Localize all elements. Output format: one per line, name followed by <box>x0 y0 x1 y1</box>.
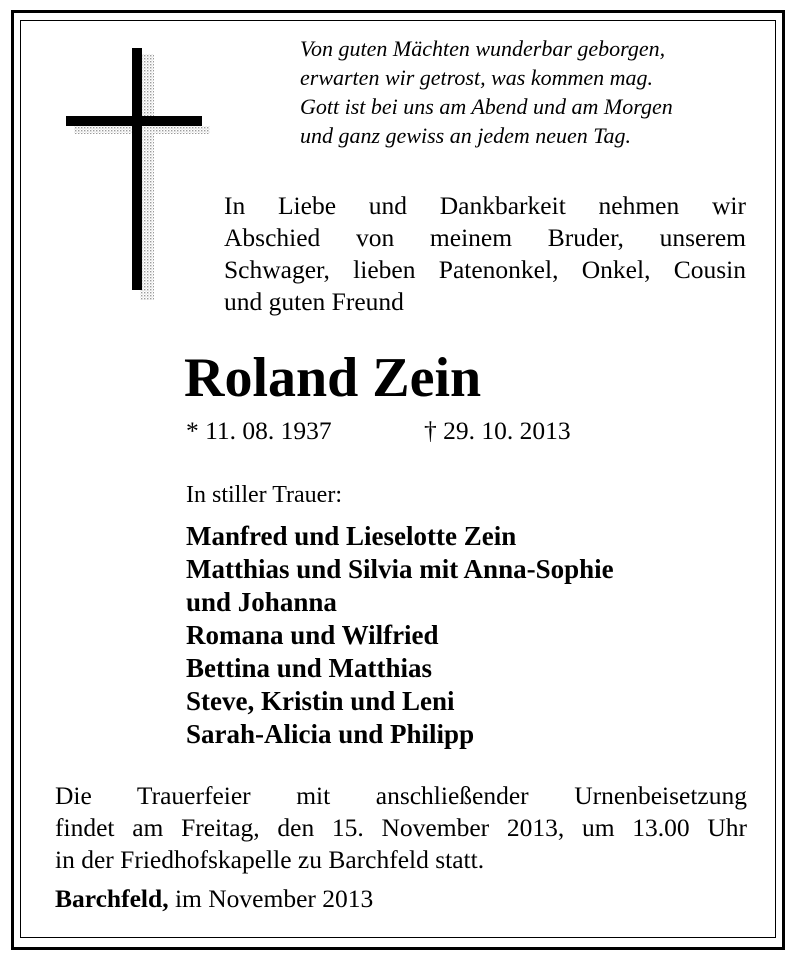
signature-date: im November 2013 <box>174 884 374 913</box>
family-line: Romana und Wilfried <box>186 620 439 650</box>
verse-line: Gott ist bei uns am Abend und am Morgen <box>300 94 673 119</box>
intro-line: Abschied von meinem Bruder, unserem <box>224 223 746 252</box>
deceased-name: Roland Zein <box>184 347 482 409</box>
signature <box>55 884 373 914</box>
verse-line: Von guten Mächten wunderbar geborgen, <box>300 36 666 61</box>
family-line: Steve, Kristin und Leni <box>186 686 455 716</box>
intro-line: und guten Freund <box>224 287 404 316</box>
family-list <box>186 520 614 751</box>
verse-line: erwarten wir getrost, was kommen mag. <box>300 65 654 90</box>
ceremony-line: Die Trauerfeier mit anschließender Urnenbeisetzung <box>55 781 747 810</box>
family-line: Bettina und Matthias <box>186 653 433 683</box>
intro-line: In Liebe und Dankbarkeit nehmen wir <box>224 191 746 220</box>
verse-quote <box>300 34 770 150</box>
signature-place: Barchfeld, <box>55 884 169 913</box>
ceremony-line: in der Friedhofskapelle zu Barchfeld statt. <box>55 845 485 874</box>
mourning-label: In stiller Trauer: <box>186 482 342 508</box>
family-line: und Johanna <box>186 587 337 617</box>
family-line: Matthias und Silvia mit Anna-Sophie <box>186 554 614 584</box>
ceremony-line: findet am Freitag, den 15. November 2013, um 13.00 Uhr <box>55 813 747 842</box>
family-line: Sarah-Alicia und Philipp <box>186 719 475 749</box>
cross-icon <box>60 40 210 310</box>
death-date: † 29. 10. 2013 <box>424 416 571 445</box>
intro-text <box>224 190 746 318</box>
verse-line: und ganz gewiss an jedem neuen Tag. <box>300 123 632 148</box>
intro-line: Schwager, lieben Patenonkel, Onkel, Cousin <box>224 255 746 284</box>
birth-date: * 11. 08. 1937 <box>186 416 332 445</box>
ceremony-info <box>55 780 747 876</box>
family-line: Manfred und Lieselotte Zein <box>186 521 517 551</box>
